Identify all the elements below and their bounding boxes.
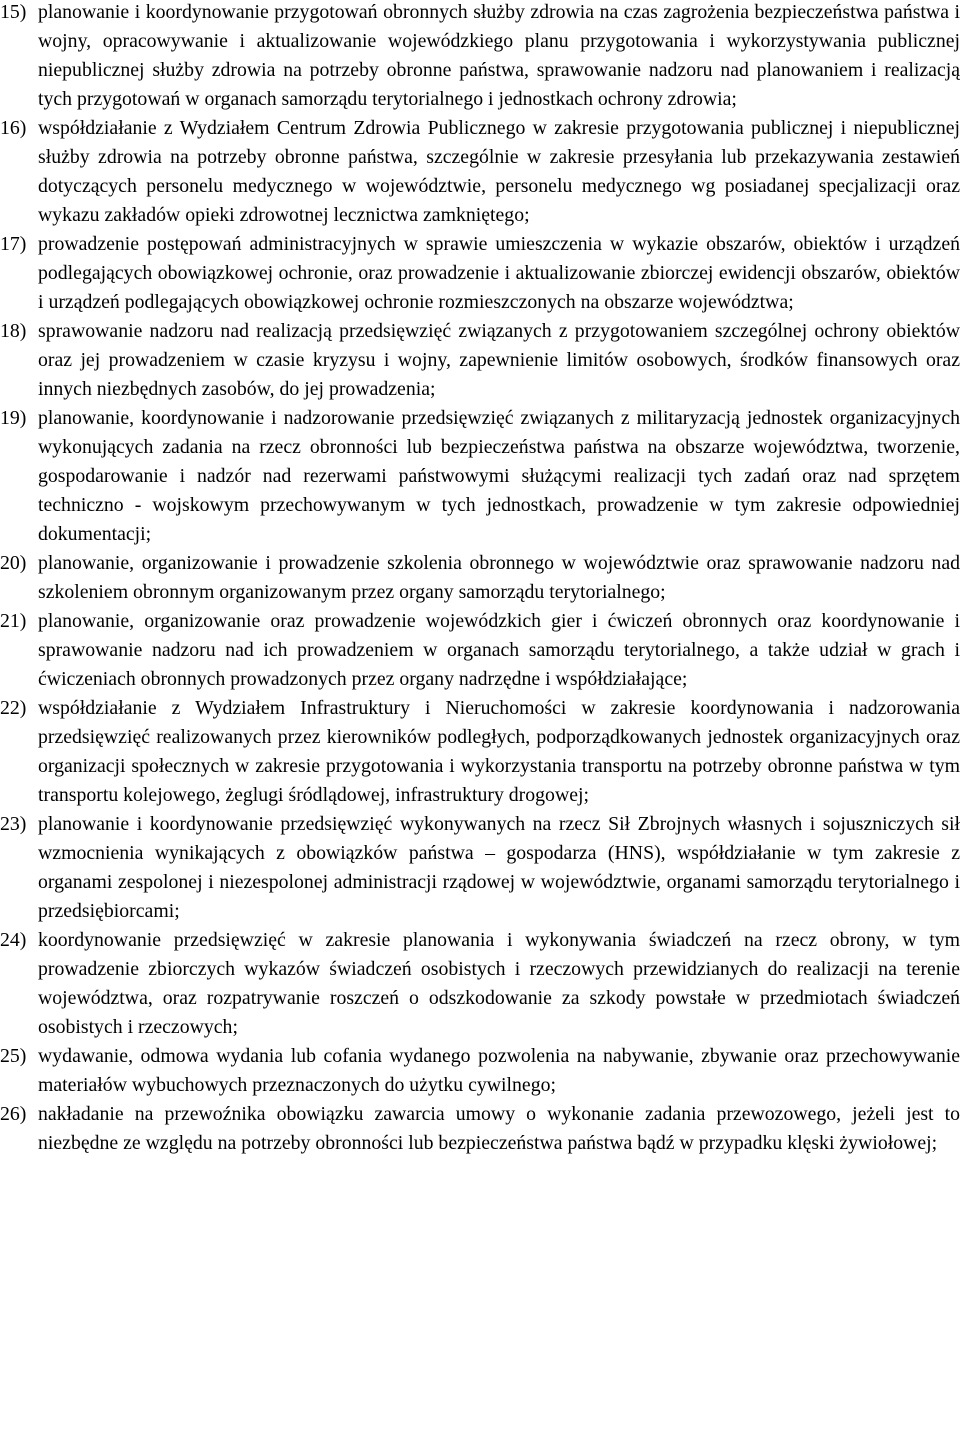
item-text: wydawanie, odmowa wydania lub cofania wydanego pozwolenia na nabywanie, zbywanie oraz przechowywanie materiałów wybuchowych przeznaczonych do użytku cywilnego; <box>38 1045 960 1096</box>
item-text: koordynowanie przedsięwzięć w zakresie planowania i wykonywania świadczeń na rzecz obrony, w tym prowadzenie zbiorczych wykazów świadczeń osobistych i rzeczowych przewidzianych do realizacji na terenie województwa, oraz rozpatrywanie roszczeń o odszkodowanie za szkody powstałe w przedmiotach świadczeń osobistych i rzeczowych; <box>38 929 960 1038</box>
item-number: 25) <box>0 1045 27 1067</box>
list-item <box>0 1042 960 1100</box>
item-number: 15) <box>0 1 27 23</box>
item-text: planowanie, organizowanie oraz prowadzenie wojewódzkich gier i ćwiczeń obronnych oraz koordynowanie i sprawowanie nadzoru nad ich prowadzeniem w organach samorządu terytorialnego, a także udział w grach i ćwiczeniach obronnych prowadzonych przez organy nadrzędne i współdziałające; <box>38 610 960 690</box>
item-text: współdziałanie z Wydziałem Infrastruktury i Nieruchomości w zakresie koordynowania i nadzorowania przedsięwzięć realizowanych przez kierowników podległych, podporządkowanych jednostek organizacyjnych oraz organizacji społecznych w zakresie przygotowania i wykorzystania transportu na potrzeby obronne państwa w tym transportu kolejowego, żeglugi śródlądowej, infrastruktury drogowej; <box>38 697 960 806</box>
list-item <box>0 230 960 317</box>
item-number: 22) <box>0 697 27 719</box>
item-number: 17) <box>0 233 27 255</box>
list-item <box>0 0 960 114</box>
item-number: 24) <box>0 929 27 951</box>
item-number: 26) <box>0 1103 27 1125</box>
list-item <box>0 549 960 607</box>
item-number: 16) <box>0 117 27 139</box>
item-number: 21) <box>0 610 27 632</box>
item-text: współdziałanie z Wydziałem Centrum Zdrowia Publicznego w zakresie przygotowania publicznej i niepublicznej służby zdrowia na potrzeby obronne państwa, szczególnie w zakresie przesyłania lub przekazywania zestawień dotyczących personelu medycznego w województwie, personelu medycznego wg posiadanej specjalizacji oraz wykazu zakładów opieki zdrowotnej lecznictwa zamkniętego; <box>38 117 960 226</box>
list-item <box>0 114 960 230</box>
list-item <box>0 694 960 810</box>
list-item <box>0 810 960 926</box>
item-text: planowanie, koordynowanie i nadzorowanie przedsięwzięć związanych z militaryzacją jednostek organizacyjnych wykonujących zadania na rzecz obronności lub bezpieczeństwa państwa na obszarze województwa, tworzenie, gospodarowanie i nadzór nad rezerwami państwowymi służącymi realizacji tych zadań oraz nad sprzętem techniczno - wojskowym przechowywanym w tych jednostkach, prowadzenie w tym zakresie odpowiedniej dokumentacji; <box>38 407 960 545</box>
list-item <box>0 317 960 404</box>
list-item <box>0 926 960 1042</box>
item-text: sprawowanie nadzoru nad realizacją przedsięwzięć związanych z przygotowaniem szczególnej ochrony obiektów oraz jej prowadzeniem w czasie kryzysu i wojny, zapewnienie limitów osobowych, środków finansowych oraz innych niezbędnych zasobów, do jej prowadzenia; <box>38 320 960 400</box>
list-item <box>0 1100 960 1158</box>
item-number: 19) <box>0 407 27 429</box>
item-text: nakładanie na przewoźnika obowiązku zawarcia umowy o wykonanie zadania przewozowego, jeżeli jest to niezbędne ze względu na potrzeby obronności lub bezpieczeństwa państwa bądź w przypadku klęski żywiołowej; <box>38 1103 960 1154</box>
item-text: planowanie i koordynowanie przedsięwzięć wykonywanych na rzecz Sił Zbrojnych własnych i sojuszniczych sił wzmocnienia wynikających z obowiązków państwa – gospodarza (HNS), współdziałanie w tym zakresie z organami zespolonej i niezespolonej administracji rządowej w województwie, organami samorządu terytorialnego i przedsiębiorcami; <box>38 813 960 922</box>
list-item <box>0 607 960 694</box>
item-text: planowanie i koordynowanie przygotowań obronnych służby zdrowia na czas zagrożenia bezpieczeństwa państwa i wojny, opracowywanie i aktualizowanie wojewódzkiego planu przygotowania i wykorzystywania publicznej niepublicznej służby zdrowia na potrzeby obronne państwa, sprawowanie nadzoru nad planowaniem i realizacją tych przygotowań w organach samorządu terytorialnego i jednostkach ochrony zdrowia; <box>38 1 960 110</box>
item-number: 23) <box>0 813 27 835</box>
item-number: 18) <box>0 320 27 342</box>
item-text: prowadzenie postępowań administracyjnych w sprawie umieszczenia w wykazie obszarów, obiektów i urządzeń podlegających obowiązkowej ochronie, oraz prowadzenie i aktualizowanie zbiorczej ewidencji obszarów, obiektów i urządzeń podlegających obowiązkowej ochronie rozmieszczonych na obszarze województwa; <box>38 233 960 313</box>
item-text: planowanie, organizowanie i prowadzenie szkolenia obronnego w województwie oraz sprawowanie nadzoru nad szkoleniem obronnym organizowanym przez organy samorządu terytorialnego; <box>38 552 960 603</box>
item-number: 20) <box>0 552 27 574</box>
list-item <box>0 404 960 549</box>
